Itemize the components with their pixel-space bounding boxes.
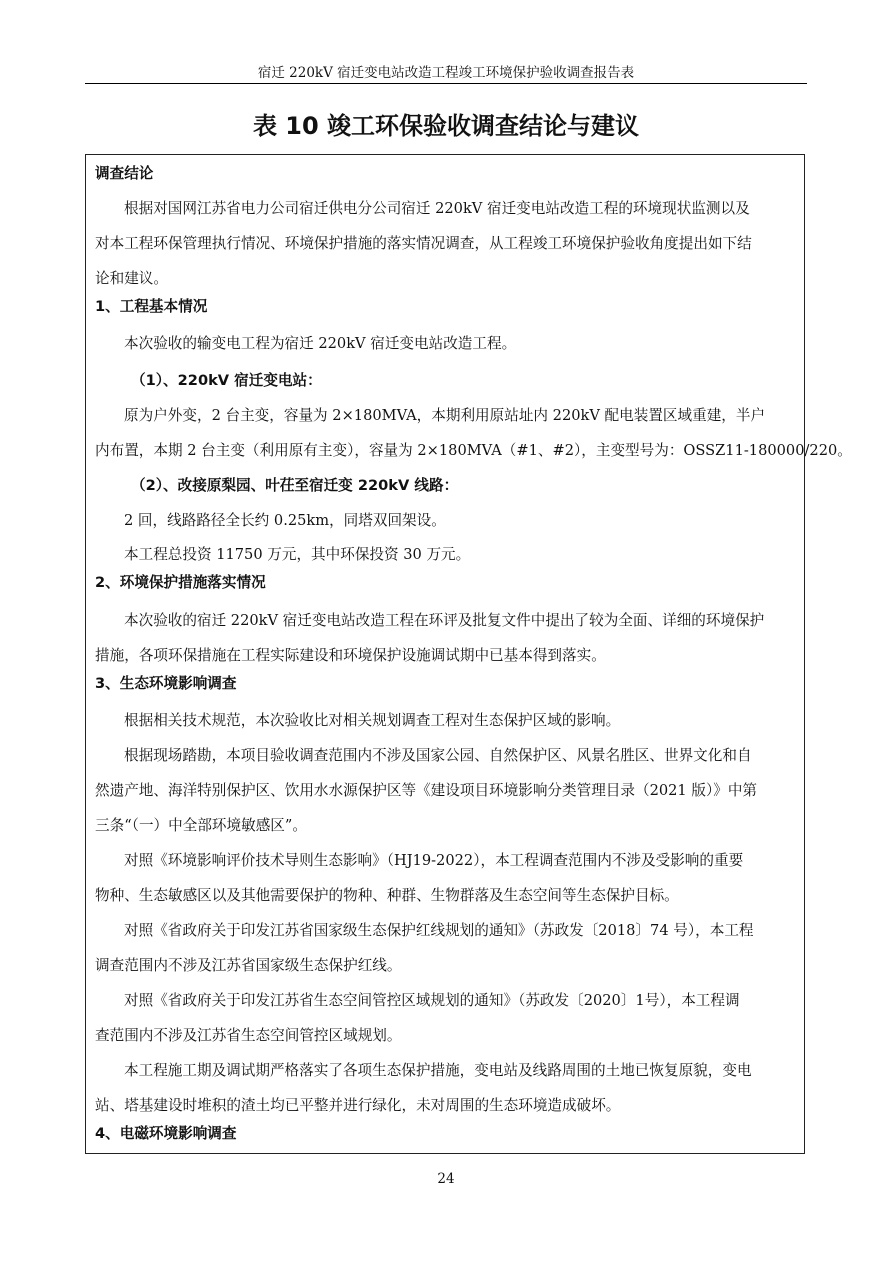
paragraph-line: 然遗产地、海洋特别保护区、饮用水水源保护区等《建设项目环境影响分类管理目录（2021 版）》中第	[95, 782, 758, 799]
paragraph-line: 本工程总投资 11750 万元，其中环保投资 30 万元。	[124, 546, 471, 563]
paragraph-line: 根据相关技术规范，本次验收比对相关规划调查工程对生态保护区域的影响。	[124, 712, 621, 729]
paragraph-line: 本次验收的输变电工程为宿迁 220kV 宿迁变电站改造工程。	[124, 335, 517, 352]
running-header: 宿迁 220kV 宿迁变电站改造工程竣工环境保护验收调查报告表	[257, 65, 635, 81]
paragraph-line: 本工程施工期及调试期严格落实了各项生态保护措施，变电站及线路周围的土地已恢复原貌，变电	[124, 1062, 752, 1079]
header-rule	[85, 83, 807, 84]
paragraph-line: 本次验收的宿迁 220kV 宿迁变电站改造工程在环评及批复文件中提出了较为全面、详细的环境保护	[124, 612, 765, 629]
paragraph-line: 物种、生态敏感区以及其他需要保护的物种、种群、生物群落及生态空间等生态保护目标。	[95, 887, 679, 904]
paragraph-line: 2 回，线路路径全长约 0.25km，同塔双回架设。	[124, 512, 446, 529]
paragraph-line: 三条“（一）中全部环境敏感区”。	[95, 817, 307, 834]
conclusion-table-cell	[85, 154, 852, 1154]
page-number: 24	[437, 1171, 455, 1187]
paragraph-line: 站、塔基建设时堆积的渣土均已平整并进行绿化，未对周围的生态环境造成破坏。	[95, 1097, 621, 1114]
paragraph-line: 查范围内不涉及江苏省生态空间管控区域规划。	[95, 1027, 402, 1044]
paragraph-line: 调查范围内不涉及江苏省国家级生态保护红线。	[95, 957, 402, 974]
paragraph-line: 内布置，本期 2 台主变（利用原有主变），容量为 2×180MVA（#1、#2），主变型号为：OSSZ11-180000/220。	[95, 442, 852, 459]
paragraph-line: 对照《环境影响评价技术导则生态影响》（HJ19-2022），本工程调查范围内不涉及受影响的重要	[124, 852, 744, 869]
paragraph-line: 根据对国网江苏省电力公司宿迁供电分公司宿迁 220kV 宿迁变电站改造工程的环境现状监测以及	[124, 200, 750, 217]
subheading-lines: （2）、改接原梨园、叶茌至宿迁变 220kV 线路：	[131, 477, 459, 494]
section-heading-measures: 2、环境保护措施落实情况	[95, 574, 266, 591]
paragraph-line: 对本工程环保管理执行情况、环境保护措施的落实情况调查，从工程竣工环境保护验收角度提出如下结	[95, 235, 752, 252]
section-heading-electromagnetic: 4、电磁环境影响调查	[95, 1125, 237, 1142]
subheading-substation: （1）、220kV 宿迁变电站：	[131, 372, 322, 389]
paragraph-line: 对照《省政府关于印发江苏省国家级生态保护红线规划的通知》（苏政发〔2018〕74 号），本工程	[124, 922, 754, 939]
section-heading-basic-info: 1、工程基本情况	[95, 298, 208, 315]
section-heading-ecology: 3、生态环境影响调查	[95, 675, 237, 692]
paragraph-line: 根据现场踏勘，本项目验收调查范围内不涉及国家公园、自然保护区、风景名胜区、世界文化和自	[124, 747, 752, 764]
paragraph-line: 措施，各项环保措施在工程实际建设和环境保护设施调试期中已基本得到落实。	[95, 647, 606, 664]
section-heading-conclusion: 调查结论	[95, 165, 154, 182]
paragraph-line: 原为户外变，2 台主变，容量为 2×180MVA，本期利用原站址内 220kV 配电装置区域重建，半户	[124, 407, 766, 424]
page-title: 表 10 竣工环保验收调查结论与建议	[252, 112, 640, 140]
paragraph-line: 对照《省政府关于印发江苏省生态空间管控区域规划的通知》（苏政发〔2020〕1号），本工程调	[124, 992, 740, 1009]
paragraph-line: 论和建议。	[95, 270, 168, 287]
